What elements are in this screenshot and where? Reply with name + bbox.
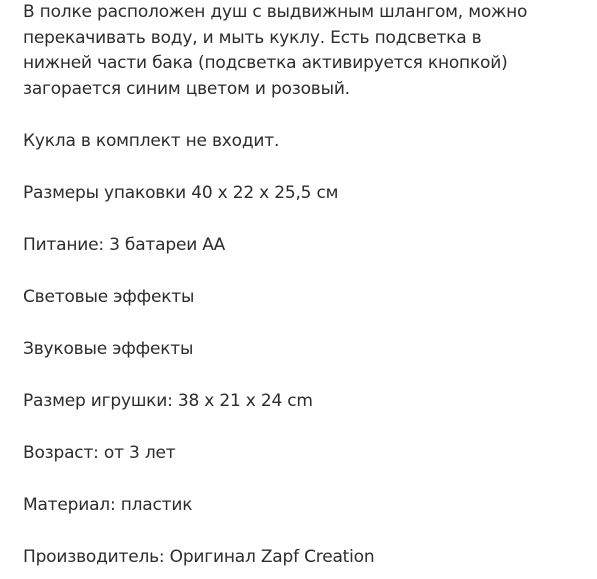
spec-doll-not-included: Кукла в комплект не входит. — [23, 130, 280, 151]
product-description — [23, 0, 583, 570]
spec-age: Возраст: от 3 лет — [23, 442, 176, 463]
spec-light-effects: Световые эффекты — [23, 286, 195, 307]
spec-sound-effects: Звуковые эффекты — [23, 338, 194, 359]
spec-package-size: Размеры упаковки 40 х 22 х 25,5 см — [23, 182, 339, 203]
description-line: В полке расположен душ с выдвижным шлангом, можно — [23, 2, 528, 22]
spec-toy-size: Размер игрушки: 38 х 21 х 24 cm — [23, 390, 313, 411]
spec-power: Питание: 3 батареи АА — [23, 234, 226, 255]
description-paragraph — [23, 0, 583, 102]
description-line: нижней части бака (подсветка активируется кнопкой) — [23, 53, 508, 73]
spec-material: Материал: пластик — [23, 494, 193, 515]
spec-manufacturer: Производитель: Оригинал Zapf Creation — [23, 546, 375, 567]
description-line: загорается синим цветом и розовый. — [23, 78, 350, 99]
description-line: перекачивать воду, и мыть куклу. Есть подсветка в — [23, 27, 482, 48]
